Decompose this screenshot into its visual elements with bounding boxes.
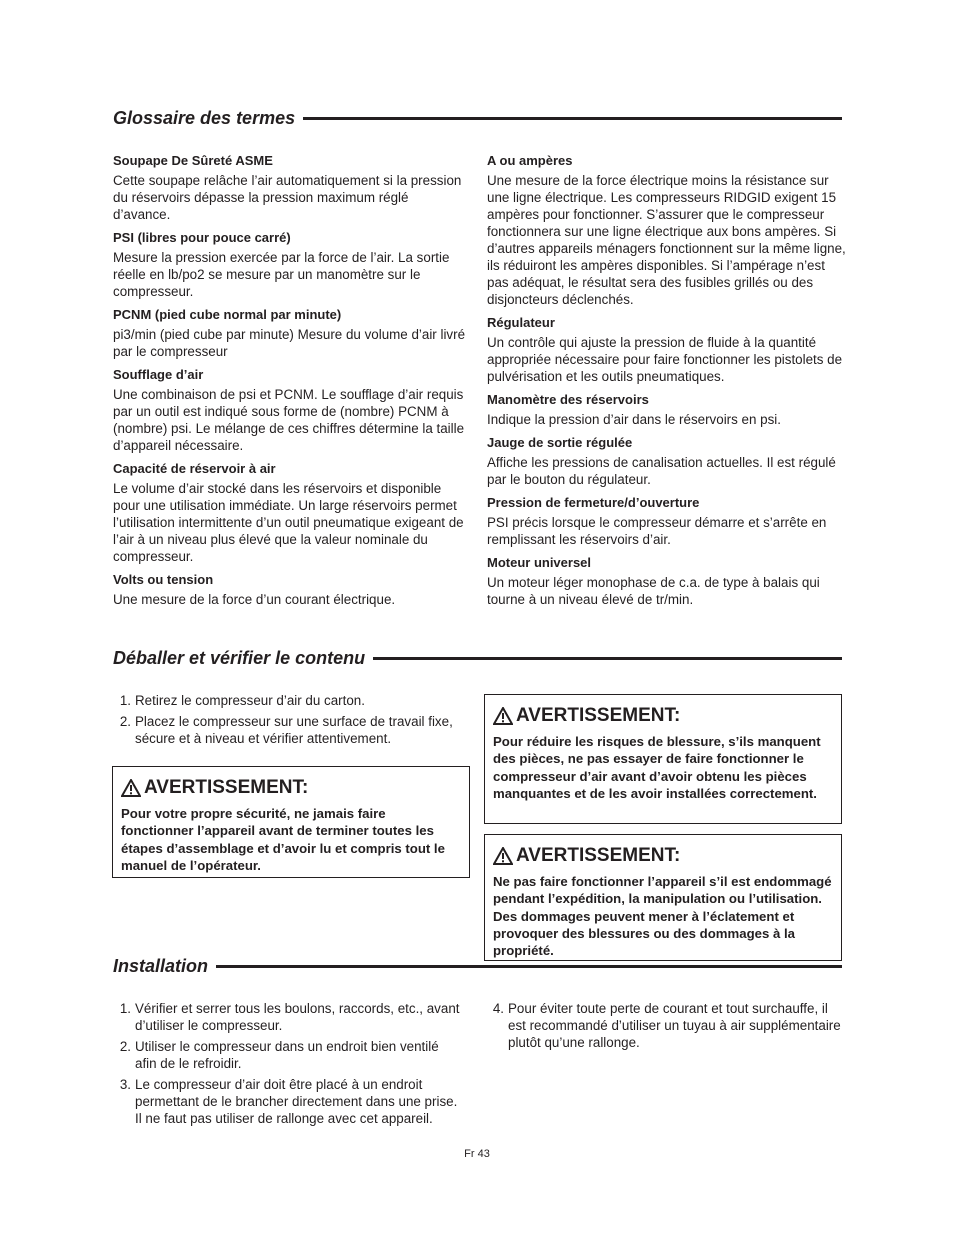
step-number: 1. <box>119 693 131 708</box>
warning-box-missing-parts <box>484 694 842 824</box>
warning-text: Pour réduire les risques de blessure, s’ils manquent des pièces, ne pas essayer de faire fonctionner le compresseur d’air avant d’avoir obtenu les pièces manquantes et de les avoir installées correctement. <box>493 734 821 801</box>
glossary-entry <box>487 494 847 548</box>
glossary-definition: Le volume d’air stocké dans les réservoirs et disponible pour une utilisation immédiate. Un large réservoirs permet l’utilisation intermittente d’un outil pneumatique exigeant de l’air à un niveau plus élevé que la valeur nominale du compresseur. <box>113 481 464 564</box>
glossary-definition: Une mesure de la force électrique moins la résistance sur une ligne électrique. Les compresseurs RIDGID exigent 15 ampères pour fonctionner. S’assurer que le compresseur fonctionnera sur une ligne électrique aux bons ampères. Si d’autres appareils ménagers fonctionnent sur la même ligne, ils réduiront les ampères disponibles. Si l’ampérage n’est pas adéquat, le résultat sera des fusibles grillés ou des disjoncteurs déclenchés. <box>487 173 846 307</box>
installation-steps-left <box>113 1000 463 1131</box>
glossary-term: PSI (libres pour pouce carré) <box>113 230 291 245</box>
glossary-term: Soufflage d’air <box>113 367 204 382</box>
glossary-entry <box>487 434 847 488</box>
glossary-heading <box>113 108 842 129</box>
glossary-title: Glossaire des termes <box>113 108 296 128</box>
list-item <box>486 1000 842 1051</box>
glossary-entry <box>487 152 847 308</box>
list-item <box>113 692 469 709</box>
glossary-entry <box>487 391 847 428</box>
step-number: 2. <box>119 1039 131 1054</box>
step-number: 2. <box>119 714 131 729</box>
warning-text: Pour votre propre sécurité, ne jamais faire fonctionner l’appareil avant de terminer toutes les étapes d’assemblage et d’avoir lu et compris tout le manuel de l’opérateur. <box>121 806 445 873</box>
glossary-entry <box>487 554 847 608</box>
step-text: Le compresseur d’air doit être placé à un endroit permettant de le brancher directement dans une prise. Il ne faut pas utiliser de rallonge avec cet appareil. <box>135 1077 458 1126</box>
warning-triangle-icon <box>493 847 513 865</box>
glossary-definition: Un moteur léger monophase de c.a. de type à balais qui tourne à un niveau élevé de tr/min. <box>487 575 820 607</box>
warning-title <box>493 705 833 727</box>
glossary-term: Pression de fermeture/d’ouverture <box>487 495 700 510</box>
glossary-definition: Indique la pression d’air dans le réservoirs en psi. <box>487 412 782 427</box>
warning-title-text: AVERTISSEMENT: <box>144 777 309 798</box>
glossary-right-column <box>487 152 847 614</box>
warning-title <box>121 777 461 799</box>
glossary-definition: PSI précis lorsque le compresseur démarre et s’arrête en remplissant les réservoirs d’air. <box>487 515 827 547</box>
glossary-definition: Une combinaison de psi et PCNM. Le soufflage d’air requis par un outil est indiqué sous forme de (nombre) PCNM à (nombre) psi. Le mélange de ces chiffres détermine la taille d’appareil nécessaire. <box>113 387 465 453</box>
glossary-entry <box>113 571 469 608</box>
warning-box-assembly <box>112 766 470 878</box>
warning-title-text: AVERTISSEMENT: <box>516 845 681 866</box>
step-text: Pour éviter toute perte de courant et tout surchauffe, il est recommandé d’utiliser un tuyau à air supplémentaire plutôt qu’une rallonge. <box>508 1001 841 1050</box>
glossary-term: Capacité de réservoir à air <box>113 461 276 476</box>
glossary-term: Soupape De Sûreté ASME <box>113 153 273 168</box>
glossary-definition: Affiche les pressions de canalisation actuelles. Il est régulé par le bouton du régulateur. <box>487 455 836 487</box>
list-item <box>113 713 469 747</box>
glossary-definition: Une mesure de la force d’un courant électrique. <box>113 592 396 607</box>
unpack-heading <box>113 648 842 669</box>
installation-heading <box>113 956 842 977</box>
glossary-term: PCNM (pied cube normal par minute) <box>113 307 342 322</box>
glossary-entry <box>113 229 469 300</box>
step-text: Placez le compresseur sur une surface de travail fixe, sécure et à niveau et vérifier attentivement. <box>135 714 453 746</box>
warning-triangle-icon <box>121 779 141 797</box>
installation-steps-right <box>486 1000 842 1055</box>
glossary-term: Moteur universel <box>487 555 592 570</box>
step-number: 3. <box>119 1077 131 1092</box>
unpack-steps <box>113 692 469 751</box>
glossary-entry <box>487 314 847 385</box>
glossary-term: Jauge de sortie régulée <box>487 435 633 450</box>
list-item <box>113 1076 463 1127</box>
unpack-title: Déballer et vérifier le contenu <box>113 648 366 668</box>
warning-text: Ne pas faire fonctionner l’appareil s’il est endommagé pendant l’expédition, la manipulation ou l’utilisation. Des dommages peuvent mener à l’éclatement et provoquer des blessures ou des dommages à la propriété. <box>493 874 832 959</box>
glossary-entry <box>113 366 469 454</box>
glossary-left-column <box>113 152 469 614</box>
glossary-definition: pi3/min (pied cube par minute) Mesure du volume d’air livré par le compresseur <box>113 327 466 359</box>
heading-rule <box>216 965 842 968</box>
glossary-definition: Un contrôle qui ajuste la pression de fluide à la quantité appropriée nécessaire pour faire fonctionner les pistolets de pulvérisation et les outils pneumatiques. <box>487 335 843 384</box>
glossary-term: Régulateur <box>487 315 555 330</box>
glossary-entry <box>113 306 469 360</box>
glossary-definition: Cette soupape relâche l’air automatiquement si la pression du réservoirs dépasse la pression maximum réglé d’avance. <box>113 173 462 222</box>
step-number: 4. <box>492 1001 504 1016</box>
glossary-entry <box>113 460 469 565</box>
warning-title-text: AVERTISSEMENT: <box>516 705 681 726</box>
step-text: Utiliser le compresseur dans un endroit bien ventilé afin de le refroidir. <box>135 1039 439 1071</box>
step-number: 1. <box>119 1001 131 1016</box>
warning-triangle-icon <box>493 707 513 725</box>
glossary-term: A ou ampères <box>487 153 573 168</box>
list-item <box>113 1038 463 1072</box>
page-number: Fr 43 <box>464 1148 490 1160</box>
step-text: Retirez le compresseur d’air du carton. <box>135 693 365 708</box>
heading-rule <box>373 657 842 660</box>
installation-title: Installation <box>113 956 209 976</box>
glossary-term: Manomètre des réservoirs <box>487 392 649 407</box>
step-text: Vérifier et serrer tous les boulons, raccords, etc., avant d’utiliser le compresseur. <box>135 1001 460 1033</box>
warning-title <box>493 845 833 867</box>
heading-rule <box>303 117 842 120</box>
glossary-term: Volts ou tension <box>113 572 214 587</box>
glossary-definition: Mesure la pression exercée par la force de l’air. La sortie réelle en lb/po2 se mesure par un manomètre sur le compresseur. <box>113 250 450 299</box>
list-item <box>113 1000 463 1034</box>
warning-box-damage <box>484 834 842 961</box>
glossary-entry <box>113 152 469 223</box>
